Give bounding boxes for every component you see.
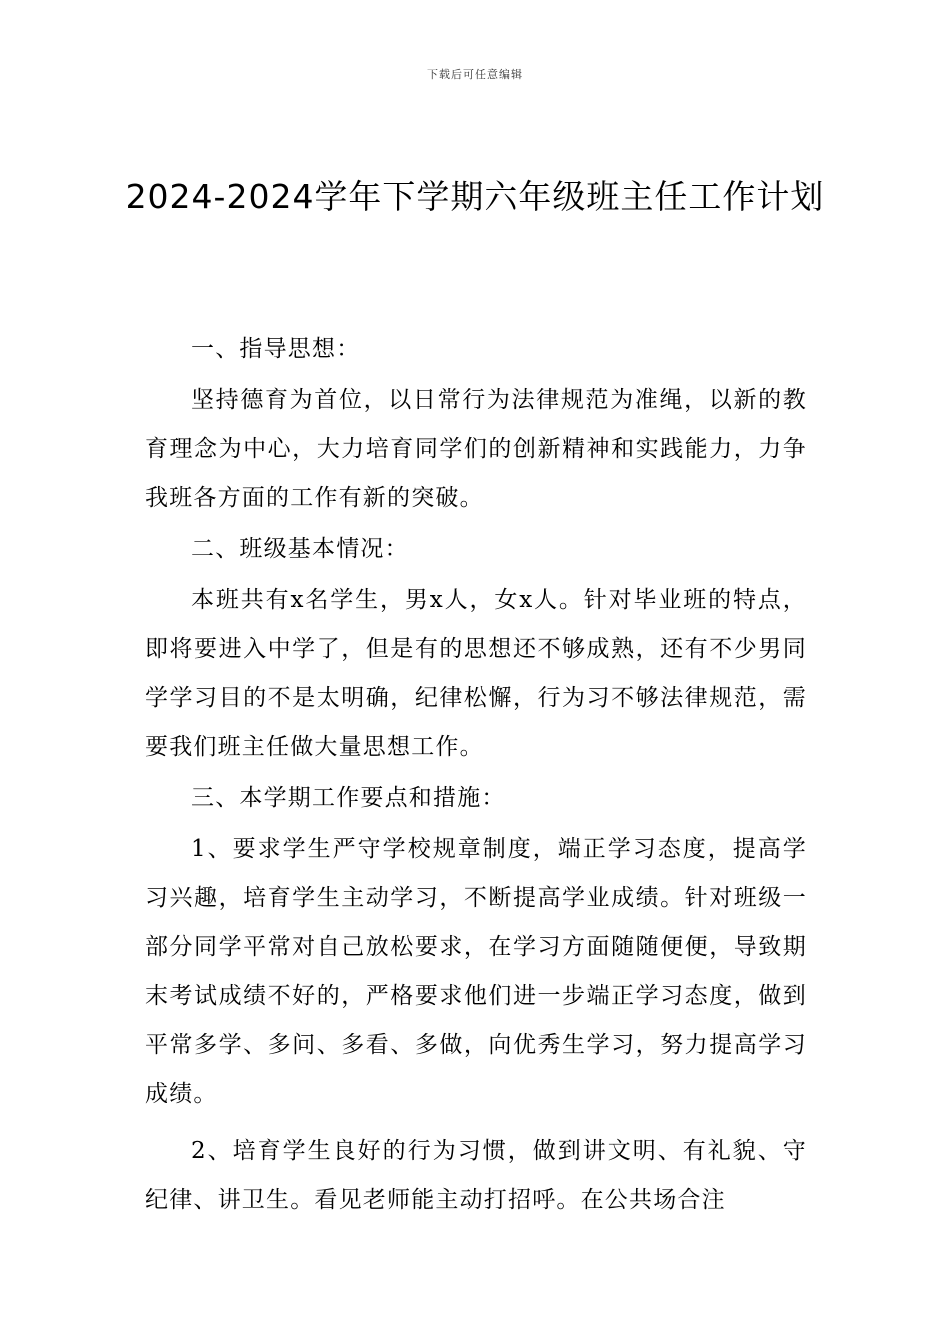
section-heading-work-points: 三、本学期工作要点和措施： — [191, 785, 506, 811]
paragraph-work-point-2: 2、培育学生良好的行为习惯，做到讲文明、有礼貌、守纪律、讲卫生。看见老师能主动打招呼。在公共场合注 — [145, 1138, 807, 1213]
page-header-note: 下载后可任意编辑 — [427, 68, 523, 81]
document-title: 2024-2024学年下学期六年级班主任工作计划 — [125, 177, 825, 216]
section-heading-class-situation: 二、班级基本情况： — [191, 536, 409, 562]
paragraph-class-situation: 本班共有x名学生，男x人，女x人。针对毕业班的特点，即将要进入中学了，但是有的思想还不够成熟，还有不少男同学学习目的不是太明确，纪律松懈，行为习不够法律规范，需要我们班主任做大量思想工作。 — [145, 587, 807, 760]
document-body — [145, 325, 807, 1227]
section-heading-guiding-ideology: 一、指导思想： — [191, 336, 361, 362]
paragraph-guiding-ideology: 坚持德育为首位，以日常行为法律规范为准绳，以新的教育理念为中心，大力培育同学们的创新精神和实践能力，力争我班各方面的工作有新的突破。 — [145, 387, 807, 511]
paragraph-work-point-1: 1、要求学生严守学校规章制度，端正学习态度，提高学习兴趣，培育学生主动学习，不断提高学业成绩。针对班级一部分同学平常对自己放松要求，在学习方面随随便便，导致期末考试成绩不好的，严格要求他们进一步端正学习态度，做到平常多学、多问、多看、多做，向优秀生学习，努力提高学习成绩。 — [145, 836, 807, 1107]
